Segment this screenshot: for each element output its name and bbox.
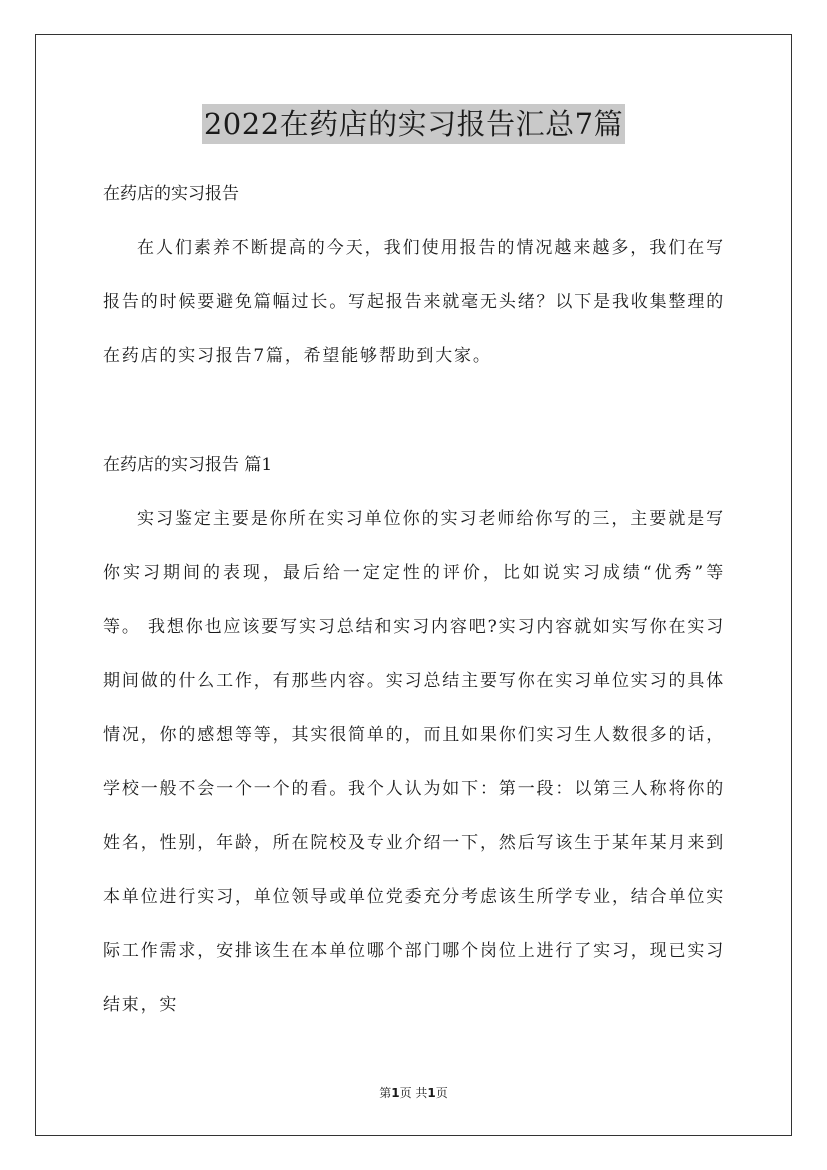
section-label: 在药店的实习报告 — [103, 184, 239, 204]
intro-paragraph: 在人们素养不断提高的今天，我们使用报告的情况越来越多，我们在写报告的时候要避免篇幅过长。写起报告来就毫无头绪？以下是我收集整理的在药店的实习报告7篇，希望能够帮助到大家。 — [103, 238, 725, 366]
footer-page-current: 1 — [391, 1086, 400, 1100]
document-title: 2022在药店的实习报告汇总7篇 — [202, 104, 625, 144]
article-body-paragraph: 实习鉴定主要是你所在实习单位你的实习老师给你写的三，主要就是写你实习期间的表现，最后给一定定性的评价，比如说实习成绩“优秀”等等。 我想你也应该要写实习总结和实习内容吧?实习内容就如实写你在实习期间做的什么工作，有那些内容。实习总结主要写你在实习单位实习的具体情况，你的感想等等，其实很简单的，而且如果你们实习生人数很多的话，学校一般不会一个一个的看。我个人认为如下：第一段：以第三人称将你的姓名，性别，年龄，所在院校及专业介绍一下，然后写该生于某年某月来到本单位进行实习，单位领导或单位党委充分考虑该生所学专业，结合单位实际工作需求，安排该生在本单位哪个部门哪个岗位上进行了实习，现已实习结束，实 — [103, 509, 725, 1015]
title-container — [0, 104, 827, 144]
footer-page-suffix: 页 — [435, 1086, 448, 1100]
footer-page-mid: 页 共 — [399, 1086, 428, 1100]
footer-page-prefix: 第 — [379, 1086, 392, 1100]
article-heading: 在药店的实习报告 篇1 — [103, 455, 273, 475]
page-footer — [0, 1084, 827, 1101]
footer-page-total: 1 — [427, 1086, 436, 1100]
